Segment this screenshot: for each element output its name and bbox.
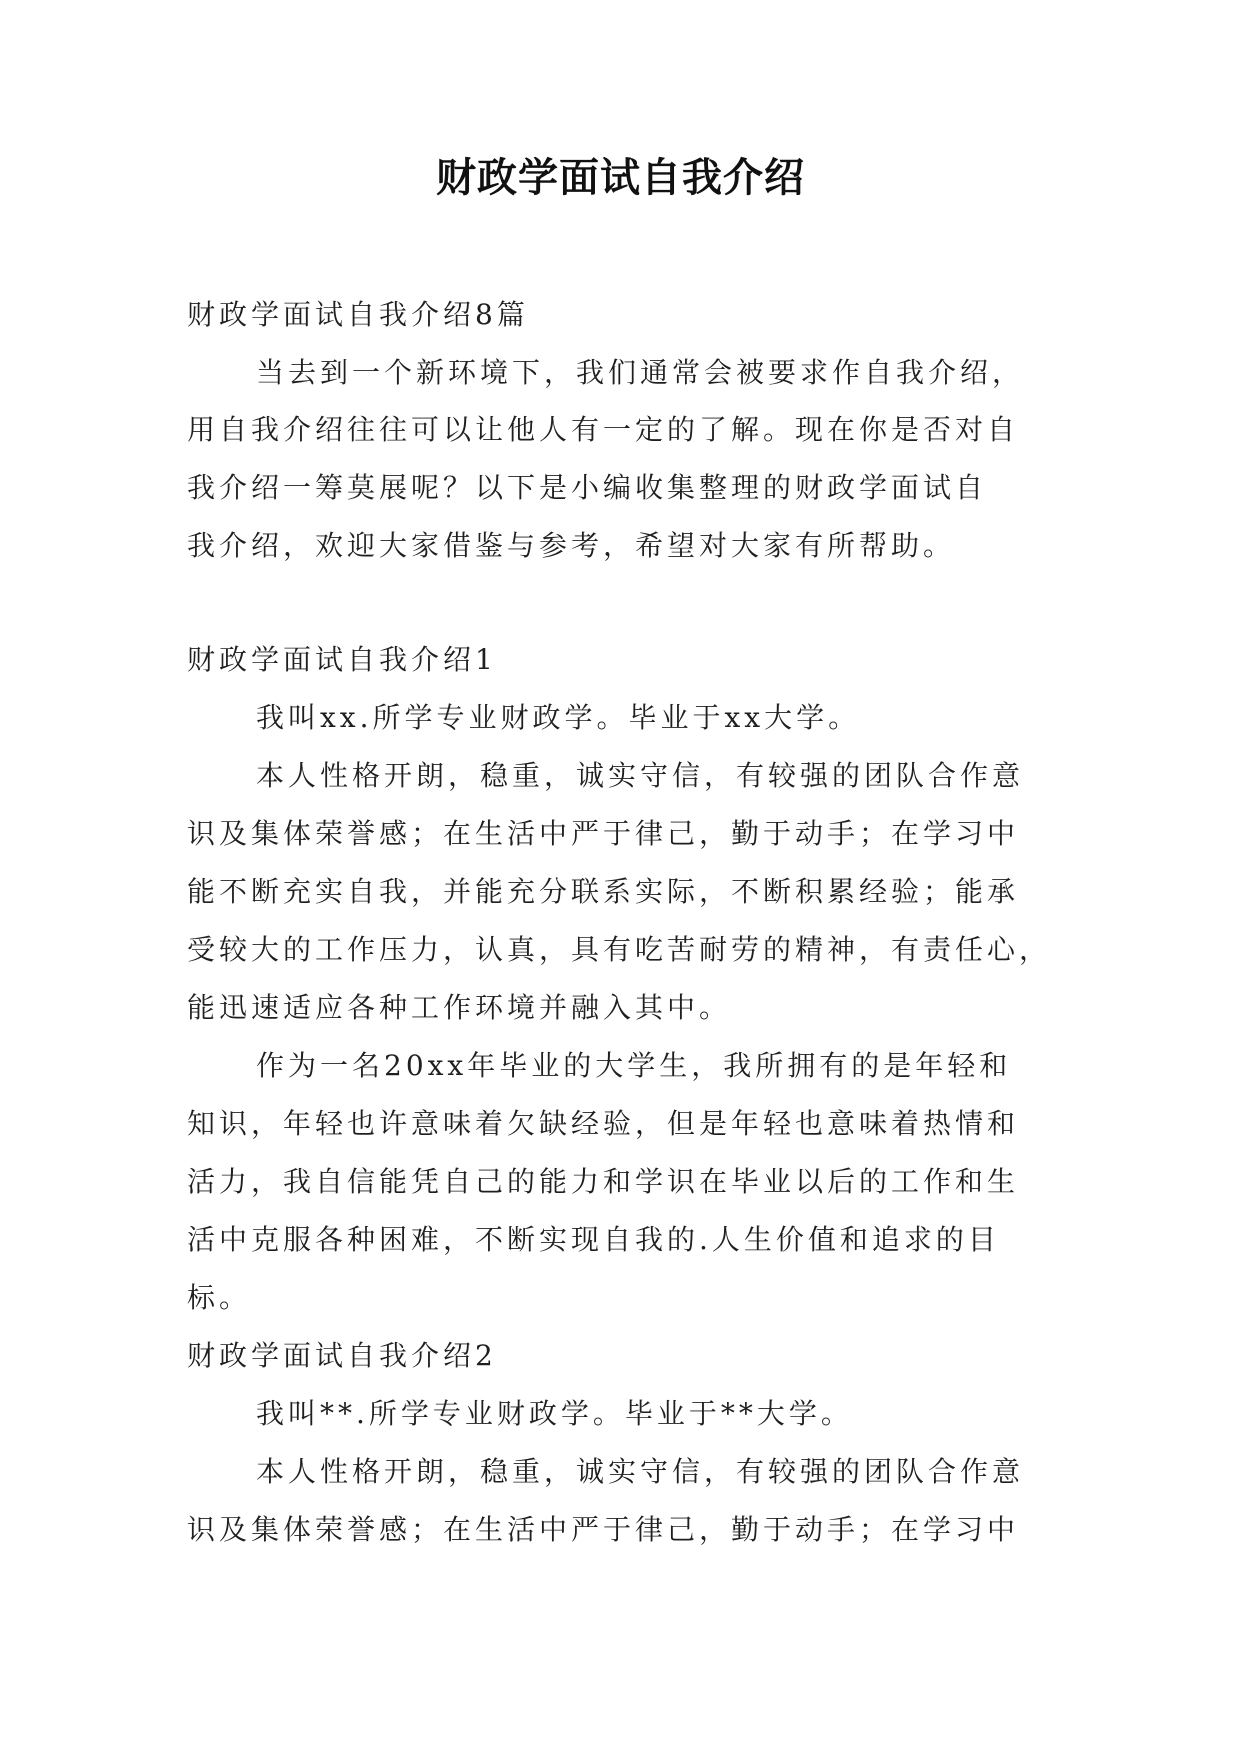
paragraph-line: 标。 — [187, 1281, 252, 1314]
paragraph-line: 我叫**.所学专业财政学。毕业于**大学。 — [256, 1397, 853, 1430]
paragraph-line: 本人性格开朗，稳重，诚实守信，有较强的团队合作意 — [256, 759, 1025, 792]
paragraph-line: 用自我介绍往往可以让他人有一定的了解。现在你是否对自 — [187, 413, 1020, 446]
paragraph-line: 识及集体荣誉感；在生活中严于律己，勤于动手；在学习中 — [187, 1513, 1020, 1546]
paragraph-line: 能迅速适应各种工作环境并融入其中。 — [187, 991, 732, 1024]
section-heading: 财政学面试自我介绍1 — [187, 643, 497, 676]
subtitle-line: 财政学面试自我介绍8篇 — [187, 298, 529, 331]
paragraph-line: 我介绍，欢迎大家借鉴与参考，希望对大家有所帮助。 — [187, 529, 956, 562]
paragraph-line: 受较大的工作压力，认真，具有吃苦耐劳的精神，有责任心， — [187, 933, 1052, 966]
paragraph-line: 活力，我自信能凭自己的能力和学识在毕业以后的工作和生 — [187, 1165, 1020, 1198]
paragraph-line: 知识，年轻也许意味着欠缺经验，但是年轻也意味着热情和 — [187, 1107, 1020, 1140]
paragraph-line: 能不断充实自我，并能充分联系实际，不断积累经验；能承 — [187, 875, 1020, 908]
paragraph-line: 作为一名20xx年毕业的大学生，我所拥有的是年轻和 — [256, 1049, 1012, 1082]
document-title: 财政学面试自我介绍 — [436, 154, 805, 201]
paragraph-line: 我叫xx.所学专业财政学。毕业于xx大学。 — [256, 701, 861, 734]
paragraph-line: 活中克服各种困难，不断实现自我的.人生价值和追求的目 — [187, 1223, 1000, 1256]
paragraph-line: 本人性格开朗，稳重，诚实守信，有较强的团队合作意 — [256, 1455, 1025, 1488]
paragraph-line: 我介绍一筹莫展呢？以下是小编收集整理的财政学面试自 — [187, 471, 988, 504]
section-heading: 财政学面试自我介绍2 — [187, 1339, 497, 1372]
paragraph-line: 识及集体荣誉感；在生活中严于律己，勤于动手；在学习中 — [187, 817, 1020, 850]
paragraph-line: 当去到一个新环境下，我们通常会被要求作自我介绍， — [256, 356, 1025, 389]
